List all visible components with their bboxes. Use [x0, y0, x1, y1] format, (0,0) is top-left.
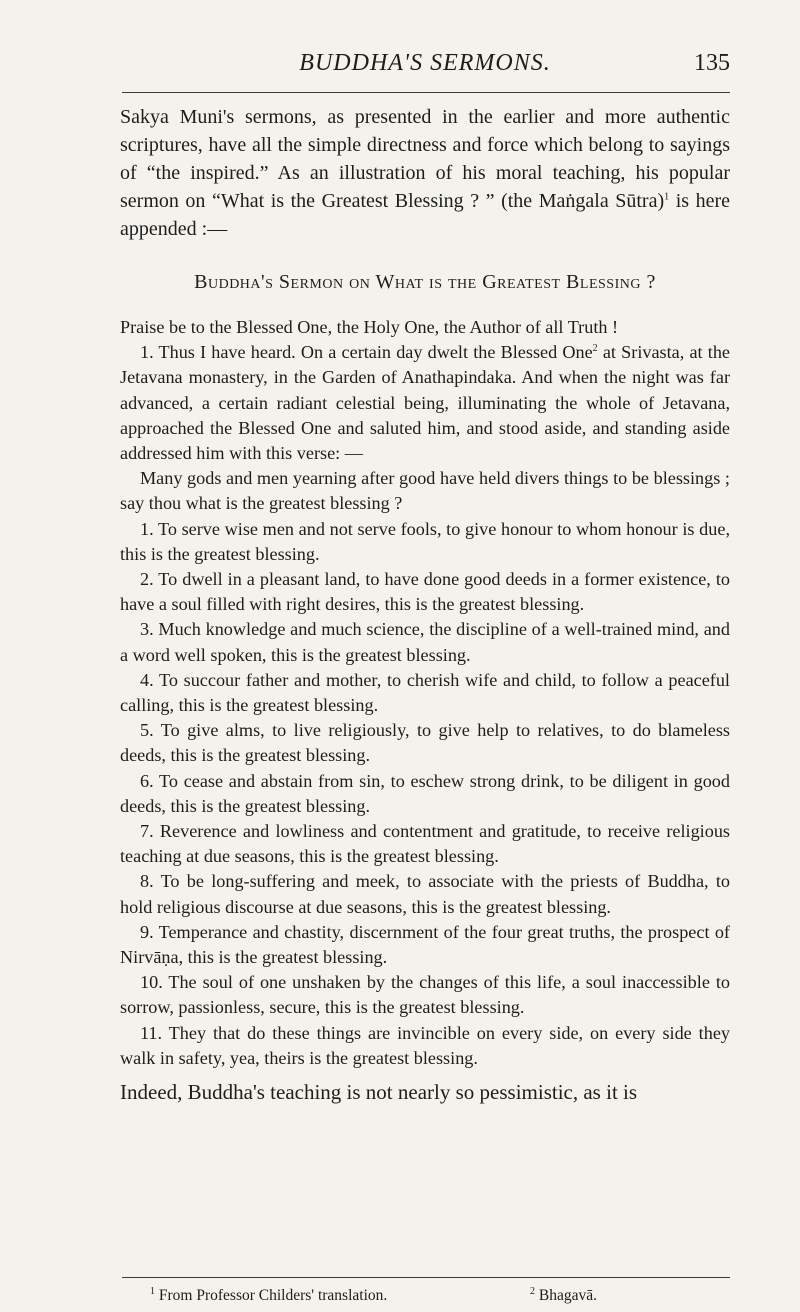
footnote-marker: 2: [592, 343, 598, 355]
intro-tail: is here appended :—: [120, 190, 730, 240]
blessing-item: 8. To be long-suffering and meek, to associate with the priests of Buddha, to hold religious discourse at due seasons, this is the greatest blessing.: [120, 871, 730, 917]
verse-intro: Many gods and men yearning after good have held divers things to be blessings ; say thou what is the greatest blessing ?: [120, 468, 730, 514]
footnote-1: [150, 1286, 387, 1306]
blessing-item: 3. Much knowledge and much science, the discipline of a well-trained mind, and a word well spoken, this is the greatest blessing.: [120, 619, 730, 665]
footnote-text: Bhagavā.: [535, 1287, 597, 1304]
page-body: [120, 103, 730, 1106]
intro-text: Sakya Muni's sermons, as presented in the earlier and more authentic scriptures, have all the simple directness and force which belong to sayings of “the inspired.” As an illustration of his moral teaching, his popular sermon on “What is the Greatest Blessing ? ” (the Maṅgala Sūtra): [120, 106, 730, 212]
running-title: BUDDHA'S SERMONS.: [299, 50, 551, 76]
page-header: [120, 50, 730, 80]
footnote-2: [530, 1286, 597, 1306]
blessing-item: 11. They that do these things are invincible on every side, on every side they walk in safety, yea, theirs is the greatest blessing.: [120, 1022, 730, 1068]
praise-line: Praise be to the Blessed One, the Holy One, the Author of all Truth !: [120, 317, 619, 337]
footnote-rule: [122, 1277, 730, 1278]
blessing-item: 6. To cease and abstain from sin, to eschew strong drink, to be diligent in good deeds, this is the greatest blessing.: [120, 770, 730, 816]
blessings-list: [120, 517, 730, 1071]
blessing-item: 5. To give alms, to live religiously, to give help to relatives, to do blameless deeds, this is the greatest blessing.: [120, 720, 730, 766]
footnote-text: From Professor Childers' translation.: [155, 1287, 388, 1304]
footnote-marker: 1: [664, 191, 670, 203]
blessing-item: 9. Temperance and chastity, discernment of the four great truths, the prospect of Nirvāṇa, this is the greatest blessing.: [120, 921, 730, 968]
blessing-item: 7. Reverence and lowliness and contentment and gratitude, to receive religious teaching at due seasons, this is the greatest blessing.: [120, 821, 730, 867]
blessing-item: 2. To dwell in a pleasant land, to have done good deeds in a former existence, to have a soul filled with right desires, this is the greatest blessing.: [120, 569, 730, 615]
footnote-mark: 1: [150, 1285, 155, 1297]
blessing-item: 1. To serve wise men and not serve fools, to give honour to whom honour is due, this is the greatest blessing.: [120, 518, 730, 564]
sermon-title: Buddha's Sermon on What is the Greatest Blessing ?: [194, 271, 656, 293]
intro-paragraph: [120, 103, 730, 243]
paragraph-1-tail: at Srivasta, at the Jetavana monastery, in the Garden of Anathapindaka. And when the night was far advanced, a certain radiant celestial being, illuminating the whole of Jetavana, approached the Blessed One and saluted him, and stood aside, and standing aside addressed him with this verse: —: [120, 342, 730, 464]
header-rule: [122, 92, 730, 93]
blessing-item: 4. To succour father and mother, to cherish wife and child, to follow a peaceful calling, this is the greatest blessing.: [120, 669, 730, 716]
paragraph-1-text: 1. Thus I have heard. On a certain day dwelt the Blessed One: [140, 342, 593, 363]
paragraph-1: [120, 340, 730, 466]
page-number: 135: [694, 50, 730, 76]
blessing-item: 10. The soul of one unshaken by the changes of this life, a soul inaccessible to sorrow, passionless, secure, this is the greatest blessing.: [120, 972, 730, 1018]
footnote-mark: 2: [530, 1285, 535, 1297]
closing-line: Indeed, Buddha's teaching is not nearly so pessimistic, as it is: [120, 1080, 638, 1105]
